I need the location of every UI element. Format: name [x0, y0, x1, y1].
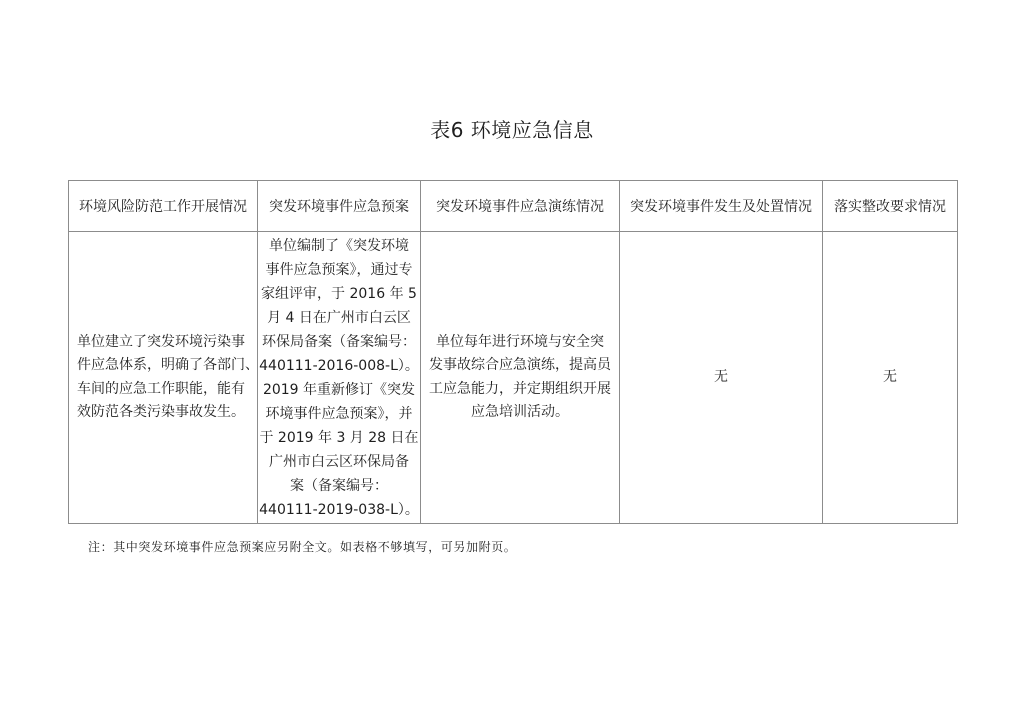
cell-incidents [620, 232, 823, 524]
text-line: 440111-2019-038-L）。 [259, 501, 419, 518]
text-line: 环境事件应急预案》，并 [265, 405, 413, 422]
text-line: 案（备案编号： [290, 477, 388, 494]
cell-risk-prevention [69, 232, 258, 524]
header-incidents: 突发环境事件发生及处置情况 [620, 181, 823, 232]
text-line: 效防范各类污染事故发生。 [77, 404, 245, 420]
table-row [69, 232, 958, 524]
text-line: 环保局备案（备案编号： [262, 333, 416, 350]
text-line: 应急培训活动。 [471, 404, 569, 420]
text-line: 事件应急预案》，通过专 [265, 261, 413, 278]
table-title: 表6 环境应急信息 [430, 118, 594, 142]
header-drill: 突发环境事件应急演练情况 [421, 181, 620, 232]
text-line: 工应急能力，并定期组织开展 [429, 380, 611, 397]
text-line: 无 [714, 368, 728, 385]
cell-drill [421, 232, 620, 524]
cell-emergency-plan [258, 232, 421, 524]
text-line: 家组评审，于 2016 年 5 [261, 285, 417, 302]
text-line: 单位编制了《突发环境 [269, 237, 409, 254]
text-line: 2019 年重新修订《突发 [262, 381, 416, 398]
text-line: 440111-2016-008-L）。 [259, 357, 419, 374]
table-header-row [69, 181, 958, 232]
text-line: 件应急体系，明确了各部门、 [77, 357, 259, 373]
cell-rectification [823, 232, 958, 524]
header-emergency-plan: 突发环境事件应急预案 [258, 181, 421, 232]
header-rectification: 落实整改要求情况 [823, 181, 958, 232]
table-footnote: 注：其中突发环境事件应急预案应另附全文。如表格不够填写，可另加附页。 [88, 540, 517, 554]
text-line: 月 4 日在广州市白云区 [267, 309, 411, 326]
header-risk-prevention: 环境风险防范工作开展情况 [69, 181, 258, 232]
text-line: 发事故综合应急演练，提高员 [429, 357, 611, 373]
text-line: 于 2019 年 3 月 28 日在 [259, 429, 419, 446]
text-line: 单位建立了突发环境污染事 [77, 333, 245, 350]
text-line: 车间的应急工作职能，能有 [77, 380, 245, 397]
text-line: 广州市白云区环保局备 [269, 453, 409, 470]
text-line: 无 [883, 368, 897, 385]
environmental-emergency-table [68, 180, 958, 524]
text-line: 单位每年进行环境与安全突 [436, 333, 604, 350]
